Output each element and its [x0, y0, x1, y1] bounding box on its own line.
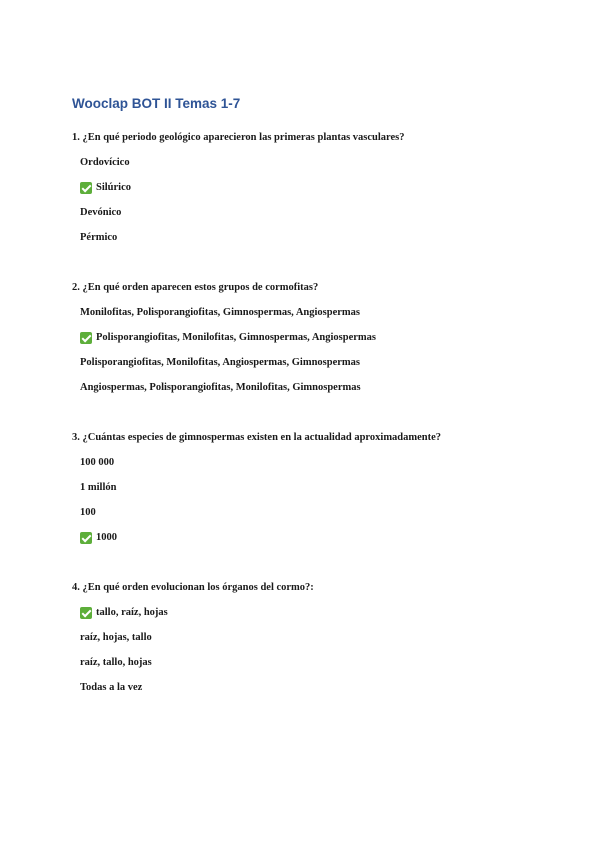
- option-list: [80, 156, 552, 245]
- question-2: [72, 281, 552, 406]
- question-text: 3. ¿Cuántas especies de gimnospermas existen en la actualidad aproximadamente?: [72, 432, 442, 443]
- check-mark-icon: [80, 332, 92, 344]
- question-1: [72, 131, 552, 256]
- question-text: 1. ¿En qué periodo geológico aparecieron las primeras plantas vasculares?: [72, 132, 405, 143]
- option: tallo, raíz, hojas: [80, 606, 552, 620]
- option-list: [80, 456, 552, 545]
- question-4: [72, 581, 552, 706]
- option: Todas a la vez: [80, 682, 143, 693]
- option: Pérmico: [80, 232, 118, 243]
- check-mark-icon: [80, 607, 92, 619]
- option: Silúrico: [80, 181, 552, 195]
- question-text: 4. ¿En qué orden evolucionan los órganos del cormo?:: [72, 582, 314, 593]
- document-title: Wooclap BOT II Temas 1-7: [72, 96, 241, 111]
- option-list: [80, 606, 552, 695]
- option: 1 millón: [80, 482, 117, 493]
- check-mark-icon: [80, 182, 92, 194]
- option: 100: [80, 507, 96, 518]
- option: Angiospermas, Polisporangiofitas, Monilofitas, Gimnospermas: [80, 382, 361, 393]
- question-text: 2. ¿En qué orden aparecen estos grupos de cormofitas?: [72, 282, 319, 293]
- option: raíz, tallo, hojas: [80, 657, 152, 668]
- option: raíz, hojas, tallo: [80, 632, 152, 643]
- option: Polisporangiofitas, Monilofitas, Gimnospermas, Angiospermas: [80, 331, 552, 345]
- option: 1000: [80, 531, 552, 545]
- option-list: [80, 306, 552, 395]
- option: Monilofitas, Polisporangiofitas, Gimnospermas, Angiospermas: [80, 307, 361, 318]
- option: Ordovícico: [80, 157, 130, 168]
- check-mark-icon: [80, 532, 92, 544]
- option: 100 000: [80, 457, 115, 468]
- option: Polisporangiofitas, Monilofitas, Angiospermas, Gimnospermas: [80, 357, 361, 368]
- option: Devónico: [80, 207, 122, 218]
- question-3: [72, 431, 552, 556]
